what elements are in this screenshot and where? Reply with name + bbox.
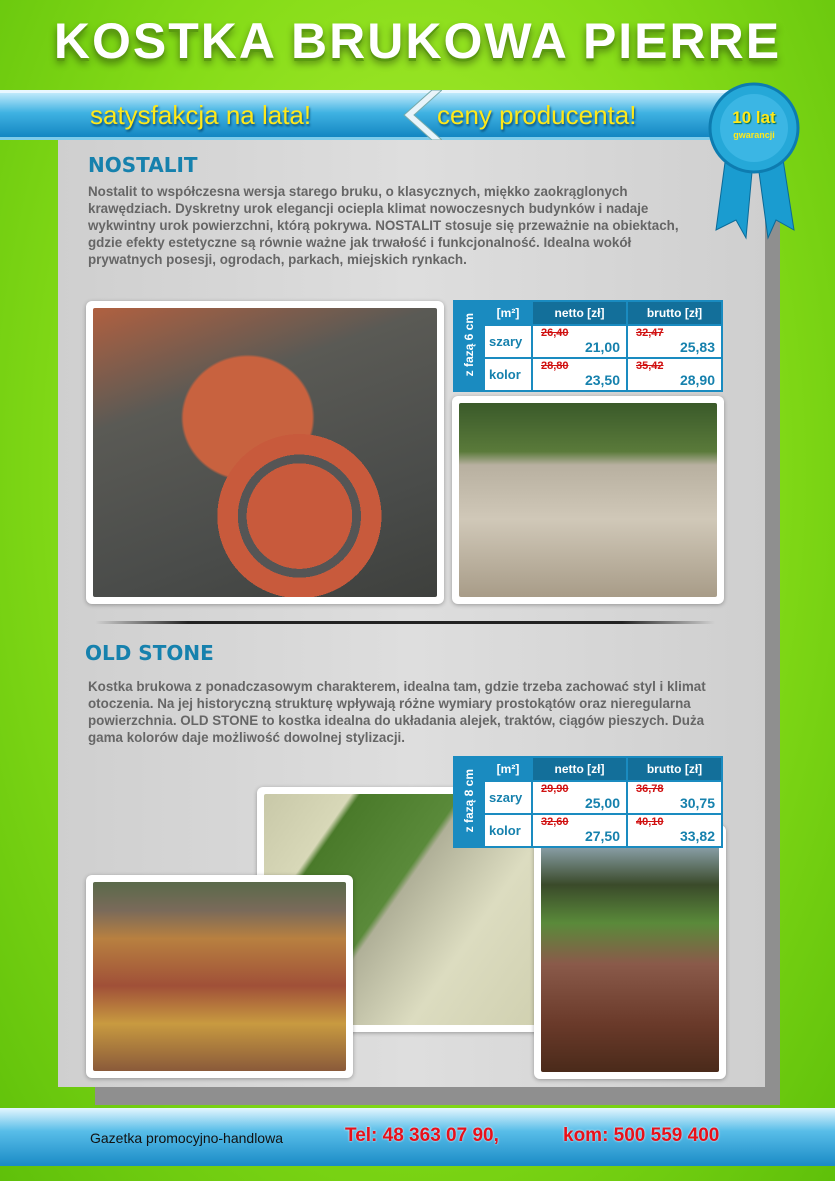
new-price: 25,00 [584, 795, 620, 811]
section-divider [95, 621, 715, 624]
slogan-left: satysfakcja na lata! [90, 100, 312, 130]
price-table-nostalit [453, 300, 723, 392]
table-row [454, 814, 722, 847]
new-price: 33,82 [679, 828, 715, 844]
old-price: 32,47 [636, 327, 664, 339]
row-label: szary [484, 325, 532, 358]
slogan-banner [0, 90, 760, 140]
section-title-old-stone: OLD STONE [85, 641, 214, 665]
old-price: 29,90 [541, 783, 569, 795]
old-price: 26,40 [541, 327, 569, 339]
row-label: kolor [484, 814, 532, 847]
new-price: 23,50 [584, 372, 620, 388]
section-text-old-stone: Kostka brukowa z ponadczasowym charakterem, idealna tam, gdzie trzeba zachować styl i klimat otoczenia. Na jej historyczną strukturę wpływają różne wymiary prostokątów oraz nieregularna powierzchnia. OLD STONE to kostka idealna do układania alejek, traktów, ciągów pieszych. Duża gama kolorów daje możliwość dowolnej stylizacji. [88, 679, 706, 745]
brutto-header: brutto [zł] [627, 301, 722, 325]
unit-header: [m²] [484, 301, 532, 325]
table-row [454, 358, 722, 391]
new-price: 28,90 [679, 372, 715, 388]
guarantee-label: gwarancji [733, 130, 775, 140]
new-price: 25,83 [679, 339, 715, 355]
netto-header: netto [zł] [532, 757, 627, 781]
old-price: 32,60 [541, 816, 569, 828]
page-title: KOSTKA BRUKOWA PIERRE [53, 13, 782, 69]
section-text-nostalit: Nostalit to współczesna wersja starego bruku, o klasycznych, miękko zaokrąglonych krawędziach. Dyskretny urok elegancji ociepla klimat nowoczesnych budynków i nadaje wykwintny urok powierzchni, którą pokrywa. NOSTALIT stosuje się przeważnie na obiektach, gdzie efekty estetyczne są równie ważne jak trwałość i funkcjonalność. Idealna wokół prywatnych posesji, ogrodach, parkach, miejskich rynkach. [88, 184, 679, 267]
new-price: 21,00 [584, 339, 620, 355]
table-row [454, 325, 722, 358]
netto-header: netto [zł] [532, 301, 627, 325]
table-side-label: z fazą 6 cm [454, 301, 484, 391]
phone-number[interactable]: Tel: 48 363 07 90, [345, 1125, 499, 1146]
footer-bar [0, 1108, 835, 1166]
table-row [454, 781, 722, 814]
new-price: 27,50 [584, 828, 620, 844]
row-label: kolor [484, 358, 532, 391]
guarantee-ribbon-icon [706, 80, 802, 240]
unit-header: [m²] [484, 757, 532, 781]
section-title-nostalit: NOSTALIT [88, 153, 198, 177]
guarantee-years: 10 lat [732, 108, 776, 127]
old-price: 40,10 [636, 816, 664, 828]
slogan-right: ceny producenta! [437, 100, 637, 130]
photo-old-stone-walkway [534, 825, 726, 1079]
photo-nostalit-driveway [452, 396, 724, 604]
old-price: 28,80 [541, 360, 569, 372]
mobile-number[interactable]: kom: 500 559 400 [563, 1125, 720, 1146]
chevron-left-icon [402, 90, 442, 140]
new-price: 30,75 [679, 795, 715, 811]
brutto-header: brutto [zł] [627, 757, 722, 781]
old-price: 36,78 [636, 783, 664, 795]
price-table-old-stone [453, 756, 723, 848]
row-label: szary [484, 781, 532, 814]
photo-nostalit-path [86, 301, 444, 604]
footer-label: Gazetka promocyjno-handlowa [90, 1130, 283, 1146]
photo-old-stone-colored [86, 875, 353, 1078]
table-side-label: z fazą 8 cm [454, 757, 484, 847]
old-price: 35,42 [636, 360, 664, 372]
